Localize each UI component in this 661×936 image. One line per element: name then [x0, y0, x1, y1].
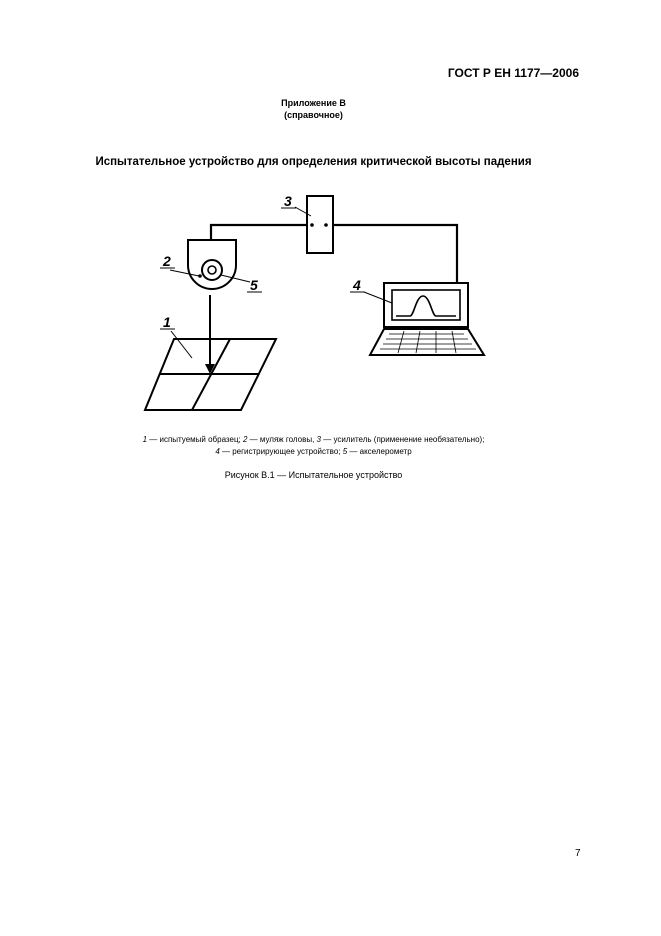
figure-caption: Рисунок В.1 — Испытательное устройство [224, 470, 403, 480]
head-dummy [188, 240, 236, 289]
legend-text: — акселерометр [347, 447, 412, 456]
recording-device [370, 283, 484, 355]
legend-line-2 [0, 446, 627, 458]
legend-text: — муляж головы, [247, 435, 317, 444]
legend-text: — усилитель (применение необязательно); [321, 435, 485, 444]
legend-text: — испытуемый образец; [147, 435, 243, 444]
test-apparatus-diagram [0, 0, 661, 430]
callout-1: 1 [163, 314, 171, 330]
callout-2: 2 [163, 253, 171, 269]
amplifier-box [307, 196, 333, 253]
legend-line-1 [0, 434, 627, 446]
legend-num: 4 [215, 447, 220, 456]
standard-code: ГОСТ Р ЕН 1177—2006 [447, 66, 579, 80]
callout-4: 4 [353, 277, 361, 293]
callout-3: 3 [284, 193, 292, 209]
legend-num: 2 [242, 435, 248, 444]
drop-arrow [205, 295, 215, 374]
legend-num: 1 [142, 435, 148, 444]
page-number: 7 [575, 848, 581, 859]
legend-num: 3 [316, 435, 321, 444]
appendix-title: Приложение В [281, 98, 346, 108]
callout-5: 5 [250, 277, 258, 293]
figure-legend [0, 434, 627, 458]
section-title: Испытательное устройство для определения критической высоты падения [95, 156, 532, 168]
legend-num: 5 [342, 447, 348, 456]
appendix-status: (справочное) [284, 110, 343, 120]
legend-text: — регистрирующее устройство; [219, 447, 343, 456]
